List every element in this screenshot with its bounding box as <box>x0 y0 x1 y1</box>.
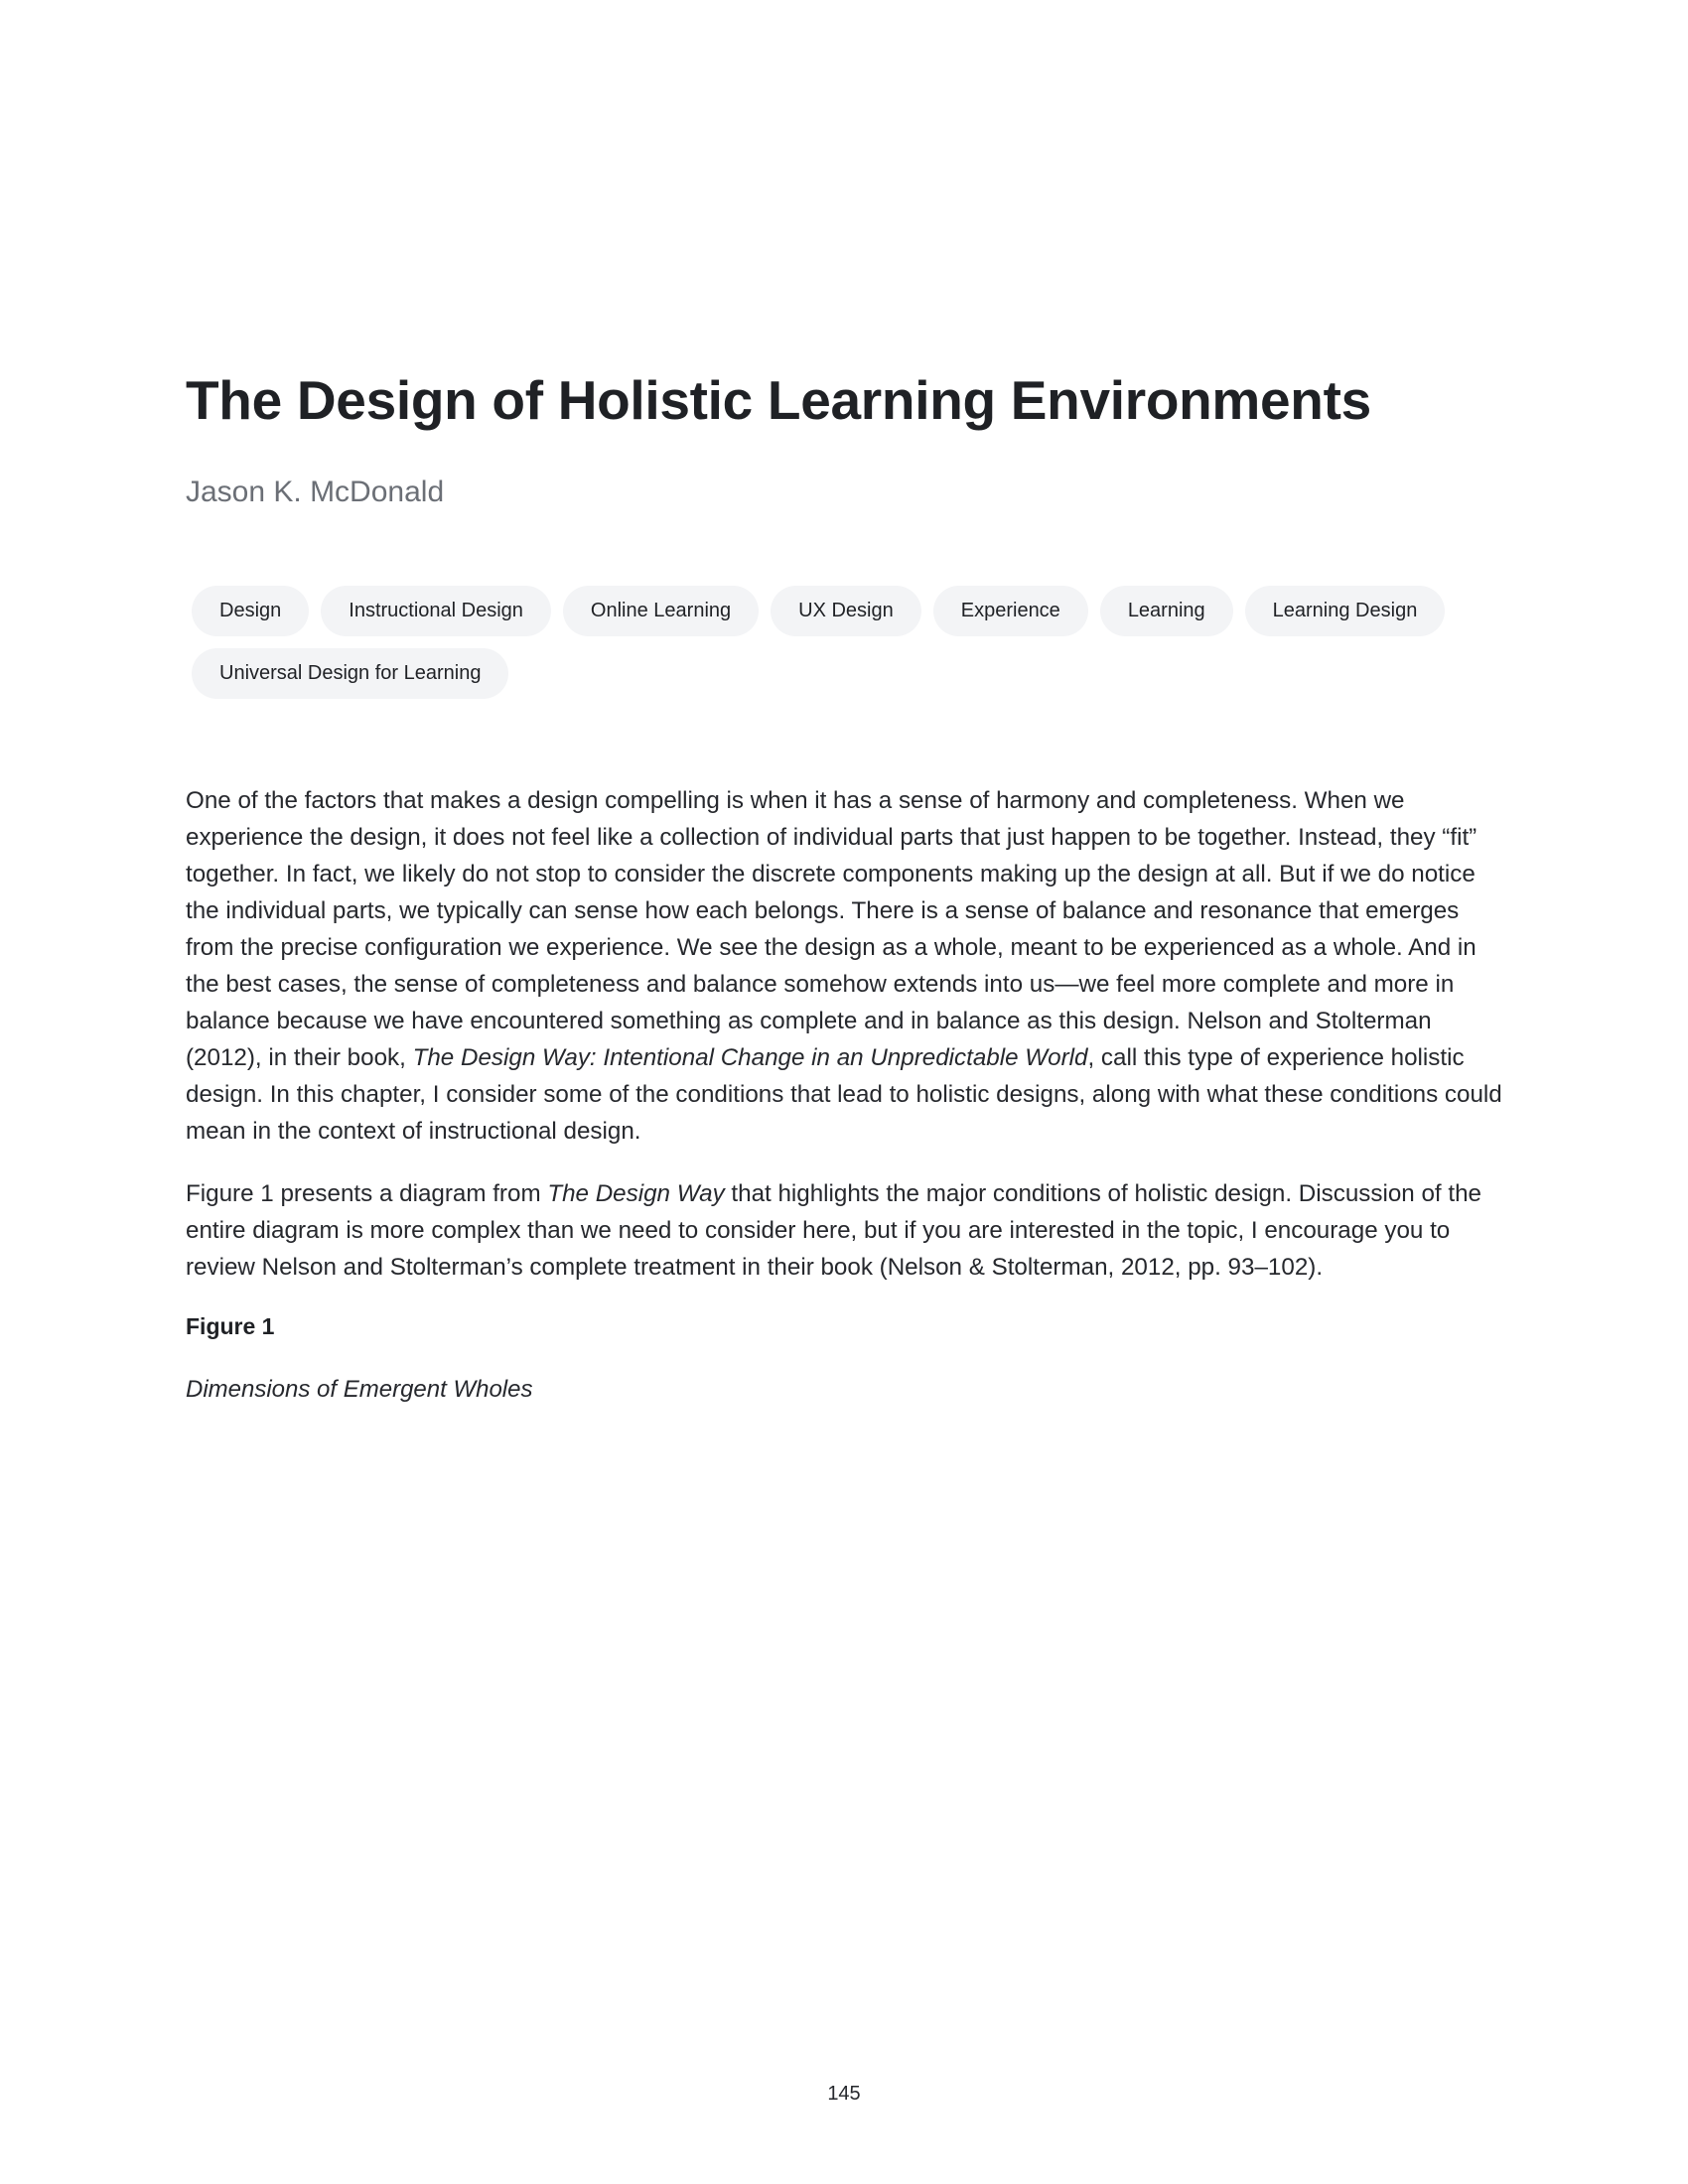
author-name: Jason K. McDonald <box>186 476 445 508</box>
figure-caption: Dimensions of Emergent Wholes <box>186 1376 533 1403</box>
paragraph-1-text-b: , call this type of experience holistic design. In this chapter, I consider some of the conditions that lead to holistic designs, along with what these conditions could mean in the context of instructional design. <box>186 1044 1502 1145</box>
tag-learning-design[interactable]: Learning Design <box>1245 586 1446 636</box>
tag-online-learning[interactable]: Online Learning <box>563 586 759 636</box>
paragraph-1-text-a: One of the factors that makes a design compelling is when it has a sense of harmony and completeness. When we experience the design, it does not feel like a collection of individual parts that just happen to be together. Instead, they “fit” together. In fact, we likely do not stop to consider the discrete components making up the design at all. But if we do notice the individual parts, we typically can sense how each belongs. There is a sense of balance and resonance that emerges from the precise configuration we experience. We see the design as a whole, meant to be experienced as a whole. And in the best cases, the sense of completeness and balance somehow extends into us—we feel more complete and more in balance because we have encountered something as complete and in balance as this design. Nelson and Stolterman (2012), in their book, <box>186 787 1477 1071</box>
figure-label: Figure 1 <box>186 1313 275 1339</box>
article <box>186 367 1502 1404</box>
book-title: The Design Way: Intentional Change in an Unpredictable World <box>412 1044 1088 1071</box>
tag-design[interactable]: Design <box>192 586 309 636</box>
article-body <box>186 782 1502 1286</box>
tag-experience[interactable]: Experience <box>933 586 1088 636</box>
paragraph-2-text-a: Figure 1 presents a diagram from <box>186 1180 548 1207</box>
tag-learning[interactable]: Learning <box>1100 586 1233 636</box>
tag-list <box>186 586 1492 699</box>
paragraph-1 <box>186 782 1502 1150</box>
tag-ux-design[interactable]: UX Design <box>771 586 921 636</box>
page-title: The Design of Holistic Learning Environments <box>186 369 1371 431</box>
tag-instructional-design[interactable]: Instructional Design <box>321 586 551 636</box>
book-title-short: The Design Way <box>547 1180 725 1207</box>
page-number: 145 <box>827 2083 861 2105</box>
paragraph-2 <box>186 1175 1502 1286</box>
paragraph-2-text-b: that highlights the major conditions of holistic design. Discussion of the entire diagram is more complex than we need to consider here, but if you are interested in the topic, I encourage you to review Nelson and Stolterman’s complete treatment in their book (Nelson & Stolterman, 2012, pp. 93–102). <box>186 1180 1481 1281</box>
tag-universal-design-for-learning[interactable]: Universal Design for Learning <box>192 648 508 699</box>
